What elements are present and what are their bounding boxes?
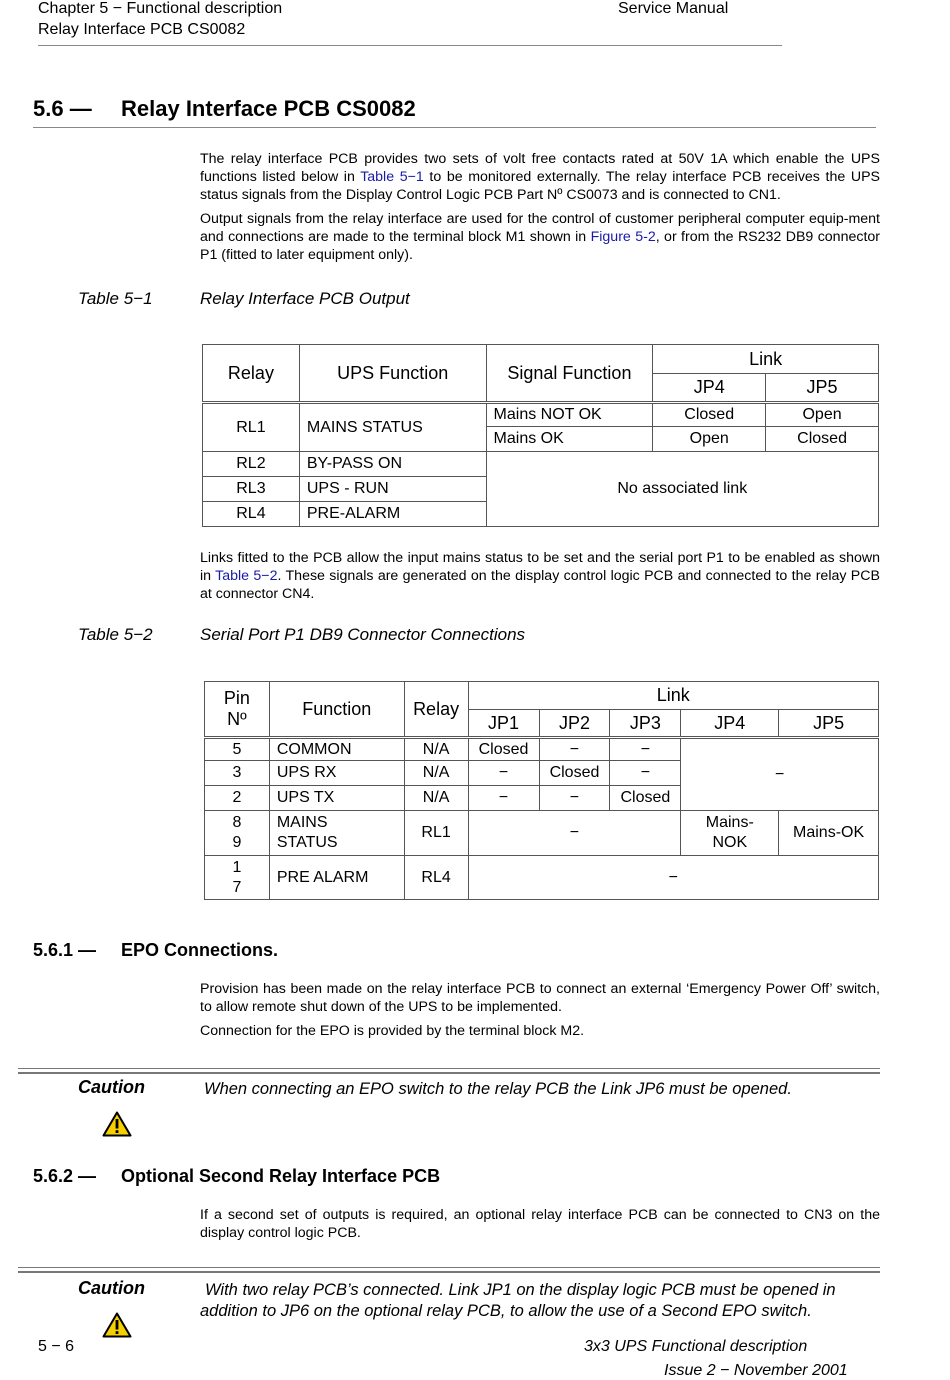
cell-function: UPS RX	[269, 761, 404, 786]
th-relay: Relay	[404, 682, 468, 738]
figure-5-2-link[interactable]: Figure 5-2	[590, 229, 656, 245]
th-jp5: JP5	[779, 710, 879, 738]
cell-signal: Mains OK	[486, 427, 653, 452]
cell-jp45-dash: −	[681, 738, 879, 811]
caution1-text: When connecting an EPO switch to the relay PCB the Link JP6 must be opened.	[204, 1080, 792, 1098]
cell-signal: Mains NOT OK	[486, 403, 653, 427]
warning-triangle-icon	[102, 1111, 132, 1137]
table-5-1-link[interactable]: Table 5−1	[360, 169, 424, 185]
th-function: Function	[269, 682, 404, 738]
cell-relay: N/A	[404, 761, 468, 786]
cell-links-dash: −	[468, 856, 878, 900]
cell-relay: RL3	[203, 477, 300, 502]
table-row	[205, 738, 879, 761]
epo-body	[200, 980, 880, 1046]
table2-label: Table 5−2	[78, 625, 153, 644]
cell-jp3: −	[610, 761, 681, 786]
warning-triangle-icon	[102, 1312, 132, 1338]
cell-relay: N/A	[404, 786, 468, 811]
footer-title: 3x3 UPS Functional description	[584, 1338, 808, 1355]
cell-jp2: −	[539, 738, 610, 761]
paragraph-1: The relay interface PCB provides two sets of volt free contacts rated at 50V 1A which enable the UPS functions listed below in Table 5−1 to be monitored externally. The relay interface PCB receives the UPS status signals from the Display Control Logic PCB Part Nº CS0073 and is connected to CN1.	[200, 151, 880, 203]
th-pin: Pin Nº	[205, 682, 270, 738]
th-jp4: JP4	[653, 374, 766, 403]
section-title: Relay Interface PCB CS0082	[121, 96, 416, 121]
cell-jp4: Mains- NOK	[681, 811, 779, 856]
epo-number: 5.6.1 —	[33, 940, 97, 960]
cell-jp1: Closed	[468, 738, 539, 761]
cell-jp1: −	[468, 761, 539, 786]
section-body	[200, 150, 880, 270]
caution2-rule	[18, 1267, 880, 1273]
footer-page-number: 5 − 6	[38, 1338, 75, 1355]
table-row	[203, 403, 879, 427]
footer-issue: Issue 2 − November 2001	[664, 1362, 848, 1379]
caution1-rule	[18, 1068, 880, 1074]
table-row	[203, 452, 879, 477]
th-jp4: JP4	[681, 710, 779, 738]
th-jp2: JP2	[539, 710, 610, 738]
th-signal-function: Signal Function	[486, 345, 653, 403]
th-relay: Relay	[203, 345, 300, 403]
cell-function: UPS TX	[269, 786, 404, 811]
th-jp5: JP5	[766, 374, 879, 403]
paragraph-2: Output signals from the relay interface are used for the control of customer peripheral computer equip-ment and connections are made to the terminal block M1 shown in Figure 5-2, or from the RS232 DB9 connector P1 (fitted to later equipment only).	[200, 211, 881, 263]
cell-jp3: −	[610, 738, 681, 761]
section-number: 5.6 —	[33, 96, 92, 121]
section-rule	[33, 127, 876, 128]
cell-relay: RL4	[203, 502, 300, 527]
cell-function: PRE ALARM	[269, 856, 404, 900]
th-link: Link	[468, 682, 878, 710]
second-title: Optional Second Relay Interface PCB	[121, 1166, 441, 1186]
cell-pin: 1 7	[205, 856, 270, 900]
cell-function: UPS - RUN	[299, 477, 486, 502]
cell-no-link: No associated link	[486, 452, 878, 527]
cell-function: COMMON	[269, 738, 404, 761]
table-row	[205, 856, 879, 900]
cell-function: MAINS STATUS	[299, 403, 486, 452]
caution1-label: Caution	[78, 1077, 145, 1097]
cell-relay: RL4	[404, 856, 468, 900]
cell-function: BY-PASS ON	[299, 452, 486, 477]
serial-port-table	[204, 681, 879, 900]
th-ups-function: UPS Function	[299, 345, 486, 403]
cell-relay: RL1	[203, 403, 300, 452]
table-5-2-link[interactable]: Table 5−2	[215, 568, 278, 584]
cell-relay: RL1	[404, 811, 468, 856]
table-row	[205, 811, 879, 856]
second-paragraph: If a second set of outputs is required, an optional relay interface PCB can be connected to CN3 on the display control logic PCB.	[200, 1207, 880, 1241]
cell-jp4: Open	[653, 427, 766, 452]
cell-jp4: Closed	[653, 403, 766, 427]
epo-paragraph-1: Provision has been made on the relay interface PCB to connect an external ‘Emergency Power Off’ switch, to allow remote shut down of the UPS to be implemented.	[200, 981, 880, 1015]
cell-jp5: Open	[766, 403, 879, 427]
table2-caption: Serial Port P1 DB9 Connector Connections	[200, 625, 526, 644]
cell-jp5: Mains-OK	[779, 811, 879, 856]
caution2-text: With two relay PCB’s connected. Link JP1 on the display logic PCB must be opened in addition to JP6 on the optional relay PCB, to allow the use of a Second EPO switch.	[200, 1281, 836, 1320]
paragraph-3: Links fitted to the PCB allow the input mains status to be set and the serial port P1 to be enabled as shown in Table 5−2. These signals are generated on the display control logic PCB and connected to the relay PCB at connector CN4.	[200, 550, 880, 602]
cell-jp123-dash: −	[468, 811, 681, 856]
cell-function: PRE-ALARM	[299, 502, 486, 527]
header-manual: Service Manual	[618, 0, 729, 17]
cell-relay: N/A	[404, 738, 468, 761]
header-rule	[38, 45, 782, 46]
header-chapter: Chapter 5 − Functional description	[38, 0, 283, 17]
cell-jp2: Closed	[539, 761, 610, 786]
th-link: Link	[653, 345, 879, 374]
th-jp1: JP1	[468, 710, 539, 738]
caution2-label: Caution	[78, 1278, 145, 1298]
cell-pin: 8 9	[205, 811, 270, 856]
cell-pin: 5	[205, 738, 270, 761]
cell-function: MAINS STATUS	[269, 811, 404, 856]
cell-jp5: Closed	[766, 427, 879, 452]
epo-paragraph-2: Connection for the EPO is provided by the terminal block M2.	[200, 1023, 585, 1039]
second-number: 5.6.2 —	[33, 1166, 97, 1186]
cell-jp1: −	[468, 786, 539, 811]
th-jp3: JP3	[610, 710, 681, 738]
table1-label: Table 5−1	[78, 289, 153, 308]
epo-title: EPO Connections.	[121, 940, 279, 960]
cell-relay: RL2	[203, 452, 300, 477]
header-subtitle: Relay Interface PCB CS0082	[38, 21, 246, 38]
table1-caption: Relay Interface PCB Output	[200, 289, 410, 308]
cell-pin: 2	[205, 786, 270, 811]
relay-output-table	[202, 344, 879, 527]
cell-jp3: Closed	[610, 786, 681, 811]
cell-pin: 3	[205, 761, 270, 786]
cell-jp2: −	[539, 786, 610, 811]
